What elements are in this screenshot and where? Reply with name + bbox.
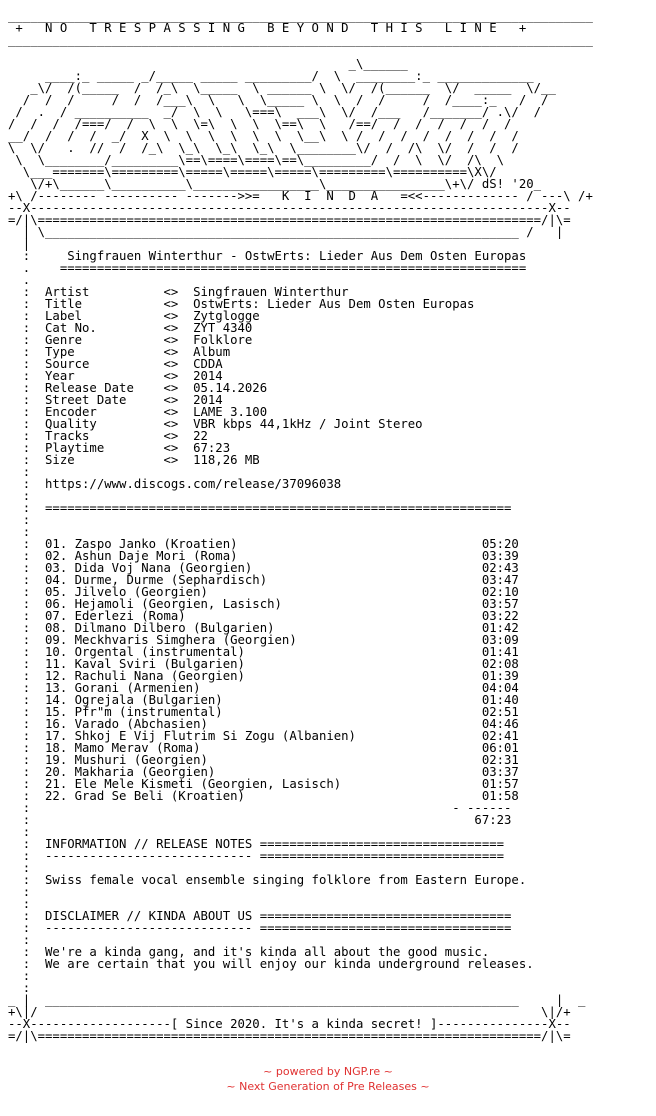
nfo-text-block: _______________________________________________________________________________ + N O T R E S P A S S I N G B E Y O N D T H I S L I N E + _______________________________________________________________________________ _\______ ____:_ _____ _/_____ _____ _________/ \ ________:_ _____________ _\/ /(_____ / /_\ \_____ \ ______ \ \/ /(______ \/ _____ \/__ / / / / / /___\ \ \ \_____ \ \ / / / /____:_ / / / . / __________ _/ \ \ \===\ ___\ \/ /___ /_______/ .\/ / / / / /===/ / \ \ \=\ \ \ \==\ \ /==/ / / / / / / __/ / / / _/ X \ \ \ \ \ \ \__\ \ / / / / / / / / \ \/ . // / /_\ \_\ \_\ \_\ \________\/ / /\ \/ / / / \ \________/_________\==\====\====\==\_________/ / \ \/ /\ \ \___=======\=========\=====\=====\=====\=========\==========\X\/ \/+\______\__________\_________________\________________\+\/ dS! '20_ +\ /-------- ---------- ------->>= K I N D A =<<------------- / ---\ /+ --X----------------------------------------------------------------------X-- =/|\====================================================================/|\= | \________________________________________________________________ / | | : Singfrauen Winterthur - OstwErts: Lieder Aus Dem Osten Europas . =============================================================== . : Artist <> Singfrauen Winterthur : Title <> OstwErts: Lieder Aus Dem Osten Europas : Label <> Zytglogge : Cat No. <> ZYT 4340 : Genre <> Folklore : Type <> Album : Source <> CDDA : Year <> 2014 : Release Date <> 05.14.2026 : Street Date <> 2014 : Encoder <> LAME 3.100 : Quality <> VBR kbps 44,1kHz / Joint Stereo : Tracks <> 22 : Playtime <> 67:23 : Size <> 118,26 MB : : https://www.discogs.com/release/37096038 : : =============================================================== : : : 01. Zaspo Janko (Kroatien) 05:20 : 02. Ashun Daje Mori (Roma) 03:39 : 03. Dida Voj Nana (Georgien) 02:43 : 04. Durme, Durme (Sephardisch) 03:47 : 05. Jilvelo (Georgien) 02:10 : 06. Hejamoli (Georgien, Lasisch) 03:57 : 07. Ederlezi (Roma) 03:22 : 08. Dilmano Dilbero (Bulgarien) 01:42 : 09. Meckhvaris Simghera (Georgien) 03:09 : 10. Orgental (instrumental) 01:41 : 11. Kaval Sviri (Bulgarien) 02:08 : 12. Rachuli Nana (Georgien) 01:39 : 13. Gorani (Armenien) 04:04 : 14. Ogrejala (Bulgarien) 01:40 : 15. Pfr"m (instrumental) 02:51 : 16. Varado (Abchasien) 04:46 : 17. Shkoj E Vij Flutrim Si Zogu (Albanien) 02:41 : 18. Mamo Merav (Roma) 06:01 : 19. Mushuri (Georgien) 02:31 : 20. Makharia (Georgien) 03:37 : 21. Ele Mele Kismeti (Georgien, Lasisch) 01:57 : 22. Grad Se Beli (Kroatien) 01:58 : - ------ : 67:23 : : INFORMATION // RELEASE NOTES ================================= : ---------------------------- ================================= : : Swiss female vocal ensemble singing folklore from Eastern Europe. : : : DISCLAIMER // KINDA ABOUT US ================================== : ---------------------------- ================================== : : We're a kinda gang, and it's kinda all about the good music. : We are certain that you will enjoy our kinda underground releases. : : _ | ________________________________________________________________ | _ +\|/ \|/+ --X-------------------[ Since 2020. It's a kinda secret! ]---------------X-- =/|\====================================================================/|\=: [8, 9, 593, 1043]
powered-by-footer: ~ powered by NGP.re ~: [263, 1065, 393, 1078]
next-generation-footer: ~ Next Generation of Pre Releases ~: [226, 1080, 430, 1093]
